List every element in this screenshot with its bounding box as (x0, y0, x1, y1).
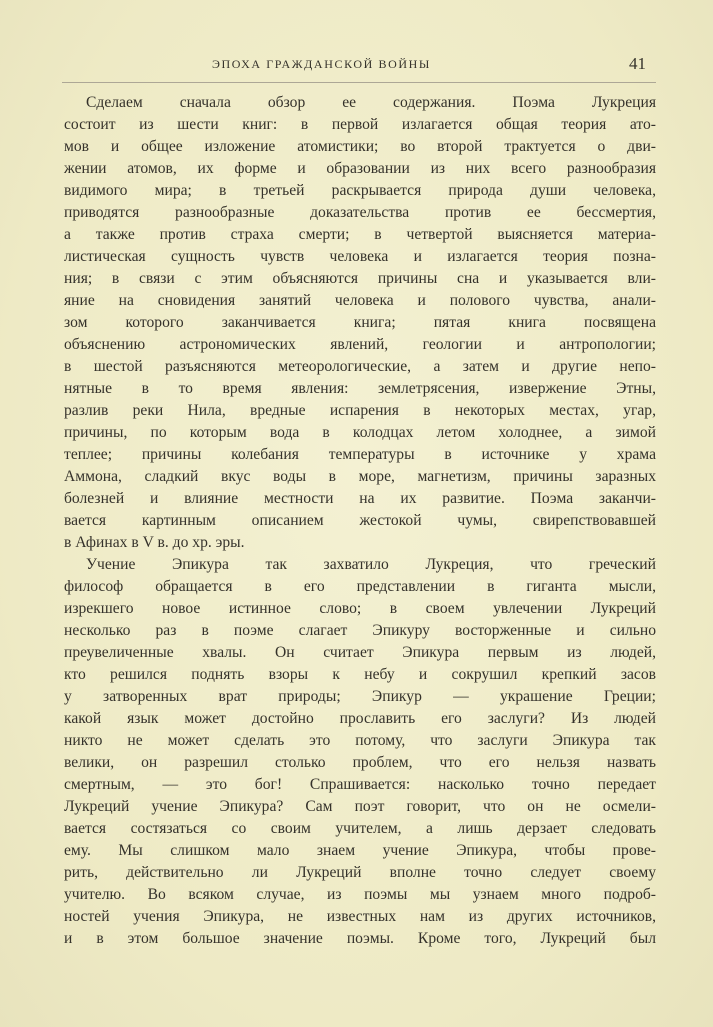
text-line (64, 180, 656, 202)
text-line-content: в Афинах в V в. до хр. эры. (64, 534, 245, 551)
text-line (64, 312, 656, 334)
text-line-content: состоит из шести книг: в первой излагается общая теория ато- (64, 116, 656, 133)
text-line-content: никто не может сделать это потому, что заслуги Эпикура так (64, 732, 656, 749)
text-line (64, 532, 656, 554)
text-line-content: изрекшего новое истинное слово; в своем увлечении Лукреций (64, 600, 656, 617)
text-line-content: учителю. Во всяком случае, из поэмы мы узнаем много подроб- (64, 886, 656, 903)
text-line-content: Аммона, сладкий вкус воды в море, магнетизм, причины заразных (64, 468, 656, 485)
text-line-content: болезней и влияние местности на их развитие. Поэма заканчи- (64, 490, 656, 507)
text-line (64, 598, 656, 620)
text-line (64, 620, 656, 642)
text-line (64, 818, 656, 840)
text-line (64, 576, 656, 598)
header-rule (62, 82, 656, 83)
text-line-content: ностей учения Эпикура, не известных нам из других источников, (64, 908, 656, 925)
text-line-content: листическая сущность чувств человека и излагается теория позна- (64, 248, 656, 265)
text-line-content: ему. Мы слишком мало знаем учение Эпикура, чтобы прове- (64, 842, 656, 859)
text-line (64, 158, 656, 180)
text-line-content: велики, он разрешил столько проблем, что его нельзя назвать (64, 754, 656, 771)
text-line-content: смертным, — это бог! Спрашивается: насколько точно передает (64, 776, 656, 793)
page-number: 41 (629, 54, 646, 73)
text-line-content: Лукреций учение Эпикура? Сам поэт говорит, что он не осмели- (64, 798, 656, 815)
text-line (64, 136, 656, 158)
text-line-content: зом которого заканчивается книга; пятая книга посвящена (64, 314, 656, 331)
text-line-content: объяснению астрономических явлений, геологии и антропологии; (64, 336, 656, 353)
text-line (64, 796, 656, 818)
text-line (64, 422, 656, 444)
text-line-content: а также против страха смерти; в четвертой выясняется материа- (64, 226, 656, 243)
text-line-content: яние на сновидения занятий человека и полового чувства, анали- (64, 292, 656, 309)
text-line-content: приводятся разнообразные доказательства против ее бессмертия, (64, 204, 656, 221)
text-line-content: вается картинным описанием жестокой чумы, свирепствовавшей (64, 512, 656, 529)
text-line-content: Сделаем сначала обзор ее содержания. Поэма Лукреция (86, 94, 656, 111)
text-line-content: кто решился поднять взоры к небу и сокрушил крепкий засов (64, 666, 656, 683)
text-line-content: видимого мира; в третьей раскрывается природа души человека, (64, 182, 656, 199)
text-line-content: нятные в то время явления: землетрясения, извержение Этны, (64, 380, 656, 397)
text-line-content: мов и общее изложение атомистики; во второй трактуется о дви- (64, 138, 656, 155)
text-line (64, 642, 656, 664)
text-line-content: Учение Эпикура так захватило Лукреция, что греческий (86, 556, 656, 573)
text-line (64, 840, 656, 862)
text-line (64, 686, 656, 708)
text-line (64, 466, 656, 488)
body-text (64, 92, 656, 950)
text-line-content: разлив реки Нила, вредные испарения в некоторых местах, угар, (64, 402, 656, 419)
text-line-content: теплее; причины колебания температуры в источнике у храма (64, 446, 656, 463)
text-line (64, 400, 656, 422)
text-line (64, 928, 656, 950)
text-line-content: философ обращается в его представлении в гиганта мысли, (64, 578, 656, 595)
text-line (64, 290, 656, 312)
text-line-content: и в этом большое значение поэмы. Кроме того, Лукреций был (64, 930, 656, 947)
text-line-content: у затворенных врат природы; Эпикур — украшение Греции; (64, 688, 656, 705)
running-title: ЭПОХА ГРАЖДАНСКОЙ ВОЙНЫ (212, 57, 431, 71)
text-line (64, 378, 656, 400)
text-line (64, 268, 656, 290)
text-line (64, 334, 656, 356)
text-line (64, 774, 656, 796)
text-line (64, 906, 656, 928)
text-line-content: жении атомов, их форме и образовании из них всего разнообразия (64, 160, 656, 177)
text-line (64, 356, 656, 378)
text-line (64, 730, 656, 752)
text-line-content: какой язык может достойно прославить его заслуги? Из людей (64, 710, 656, 727)
text-line-content: в шестой разъясняются метеорологические, а затем и другие непо- (64, 358, 656, 375)
text-line (64, 92, 656, 114)
text-line (64, 708, 656, 730)
text-line (64, 862, 656, 884)
text-line-content: преувеличенные хвалы. Он считает Эпикура первым из людей, (64, 644, 656, 661)
text-line (64, 488, 656, 510)
text-line (64, 752, 656, 774)
page-header (62, 54, 654, 74)
text-line (64, 510, 656, 532)
text-line (64, 444, 656, 466)
text-line-content: причины, по которым вода в колодцах летом холоднее, а зимой (64, 424, 656, 441)
text-line (64, 246, 656, 268)
paragraph (64, 554, 656, 950)
text-line-content: несколько раз в поэме слагает Эпикуру восторженные и сильно (64, 622, 656, 639)
text-line (64, 114, 656, 136)
text-line (64, 202, 656, 224)
text-line-content: вается состязаться со своим учителем, а лишь дерзает следовать (64, 820, 656, 837)
text-line-content: рить, действительно ли Лукреций вполне точно следует своему (64, 864, 656, 881)
text-line (64, 884, 656, 906)
text-line (64, 224, 656, 246)
text-line (64, 664, 656, 686)
paragraph (64, 92, 656, 554)
text-line-content: ния; в связи с этим объясняются причины сна и указывается вли- (64, 270, 656, 287)
text-line (64, 554, 656, 576)
